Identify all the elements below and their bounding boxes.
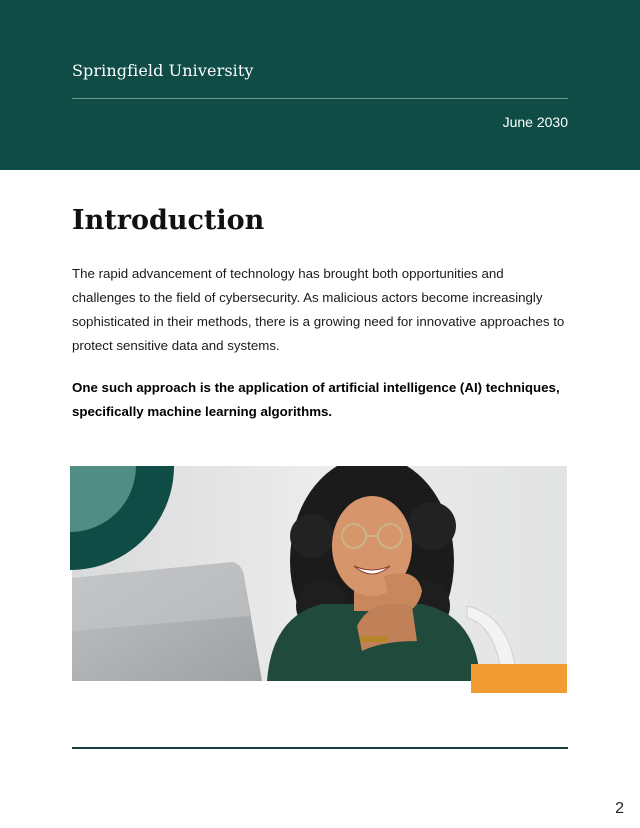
university-name: Springfield University	[72, 61, 254, 80]
decorative-circle-graphic	[70, 466, 176, 572]
footer-divider	[72, 747, 568, 749]
accent-bar	[471, 664, 567, 693]
intro-paragraph: The rapid advancement of technology has brought both opportunities and challenges to the field of cybersecurity. As malicious actors become increasingly sophisticated in their methods, there is a growing need for innovative approaches to protect sensitive data and systems.	[72, 266, 565, 353]
header-banner	[0, 0, 640, 170]
highlight-paragraph: One such approach is the application of artificial intelligence (AI) techniques, specifically machine learning algorithms.	[72, 380, 560, 419]
document-date: June 2030	[502, 114, 568, 130]
page-number: 2	[615, 800, 624, 817]
page-title: Introduction	[72, 205, 265, 236]
header-divider	[72, 98, 568, 99]
